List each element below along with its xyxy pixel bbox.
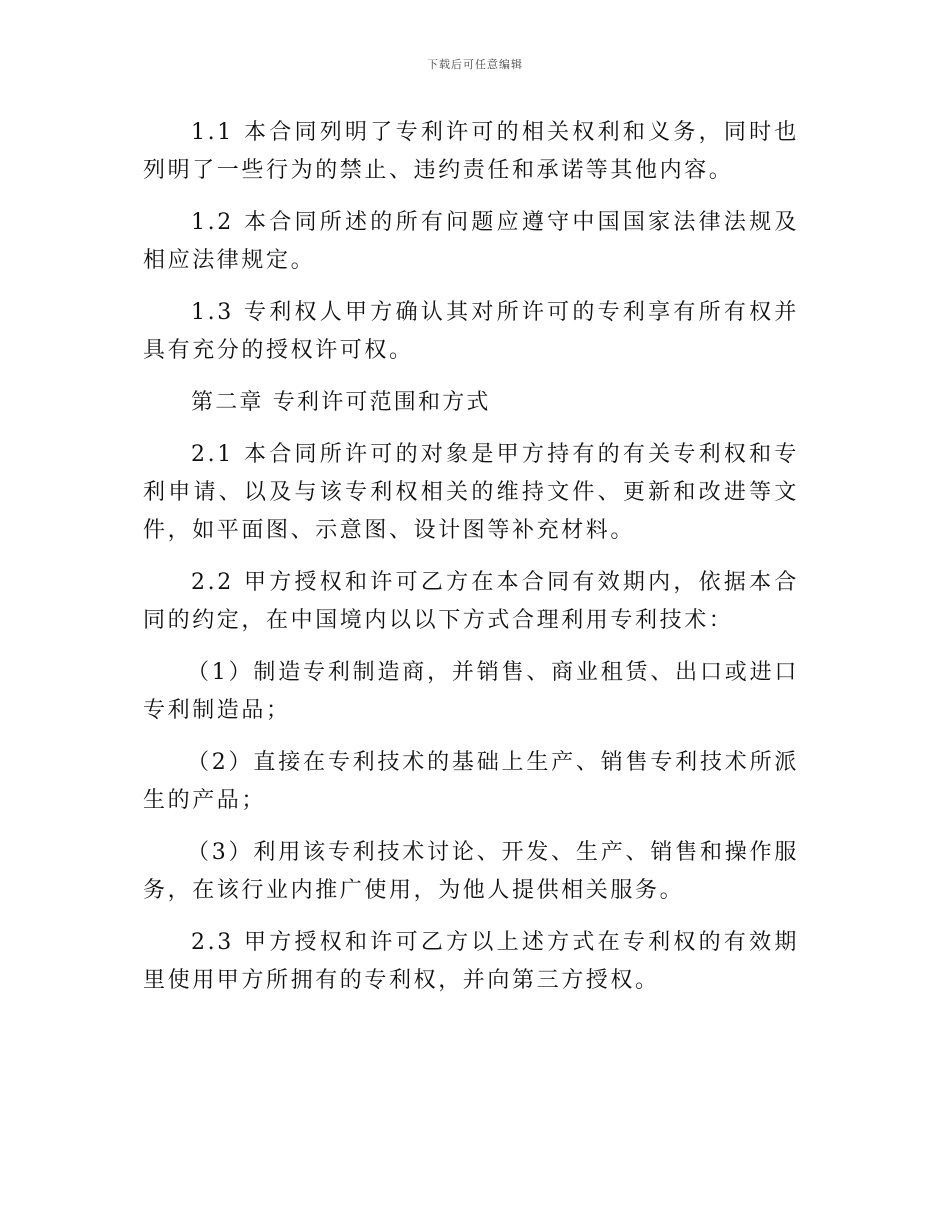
clause-2-2-item-3: （3）利用该专利技术讨论、开发、生产、销售和操作服务，在该行业内推广使用，为他人提供相关服务。 [143,840,799,903]
clause-2-1: 2.1 本合同所许可的对象是甲方持有的有关专利权和专利申请、以及与该专利权相关的维持文件、更新和改进等文件，如平面图、示意图、设计图等补充材料。 [143,442,799,543]
page-header: 下载后可任意编辑 [427,58,523,71]
clause-2-3: 2.3 甲方授权和许可乙方以上述方式在专利权的有效期里使用甲方所拥有的专利权，并向第三方授权。 [143,930,799,993]
clause-1-2: 1.2 本合同所述的所有问题应遵守中国国家法律法规及相应法律规定。 [143,210,799,273]
clause-1-1: 1.1 本合同列明了专利许可的相关权利和义务，同时也列明了一些行为的禁止、违约责任和承诺等其他内容。 [143,120,799,183]
clause-2-2-item-2: （2）直接在专利技术的基础上生产、销售专利技术所派生的产品； [143,750,799,813]
clause-1-3: 1.3 专利权人甲方确认其对所许可的专利享有所有权并具有充分的授权许可权。 [143,300,799,363]
chapter-2-heading: 第二章 专利许可范围和方式 [191,390,491,415]
document-body [143,114,799,1014]
clause-2-2: 2.2 甲方授权和许可乙方在本合同有效期内，依据本合同的约定，在中国境内以以下方式合理利用专利技术： [143,570,799,633]
clause-2-2-item-1: （1）制造专利制造商，并销售、商业租赁、出口或进口专利制造品； [143,660,799,723]
